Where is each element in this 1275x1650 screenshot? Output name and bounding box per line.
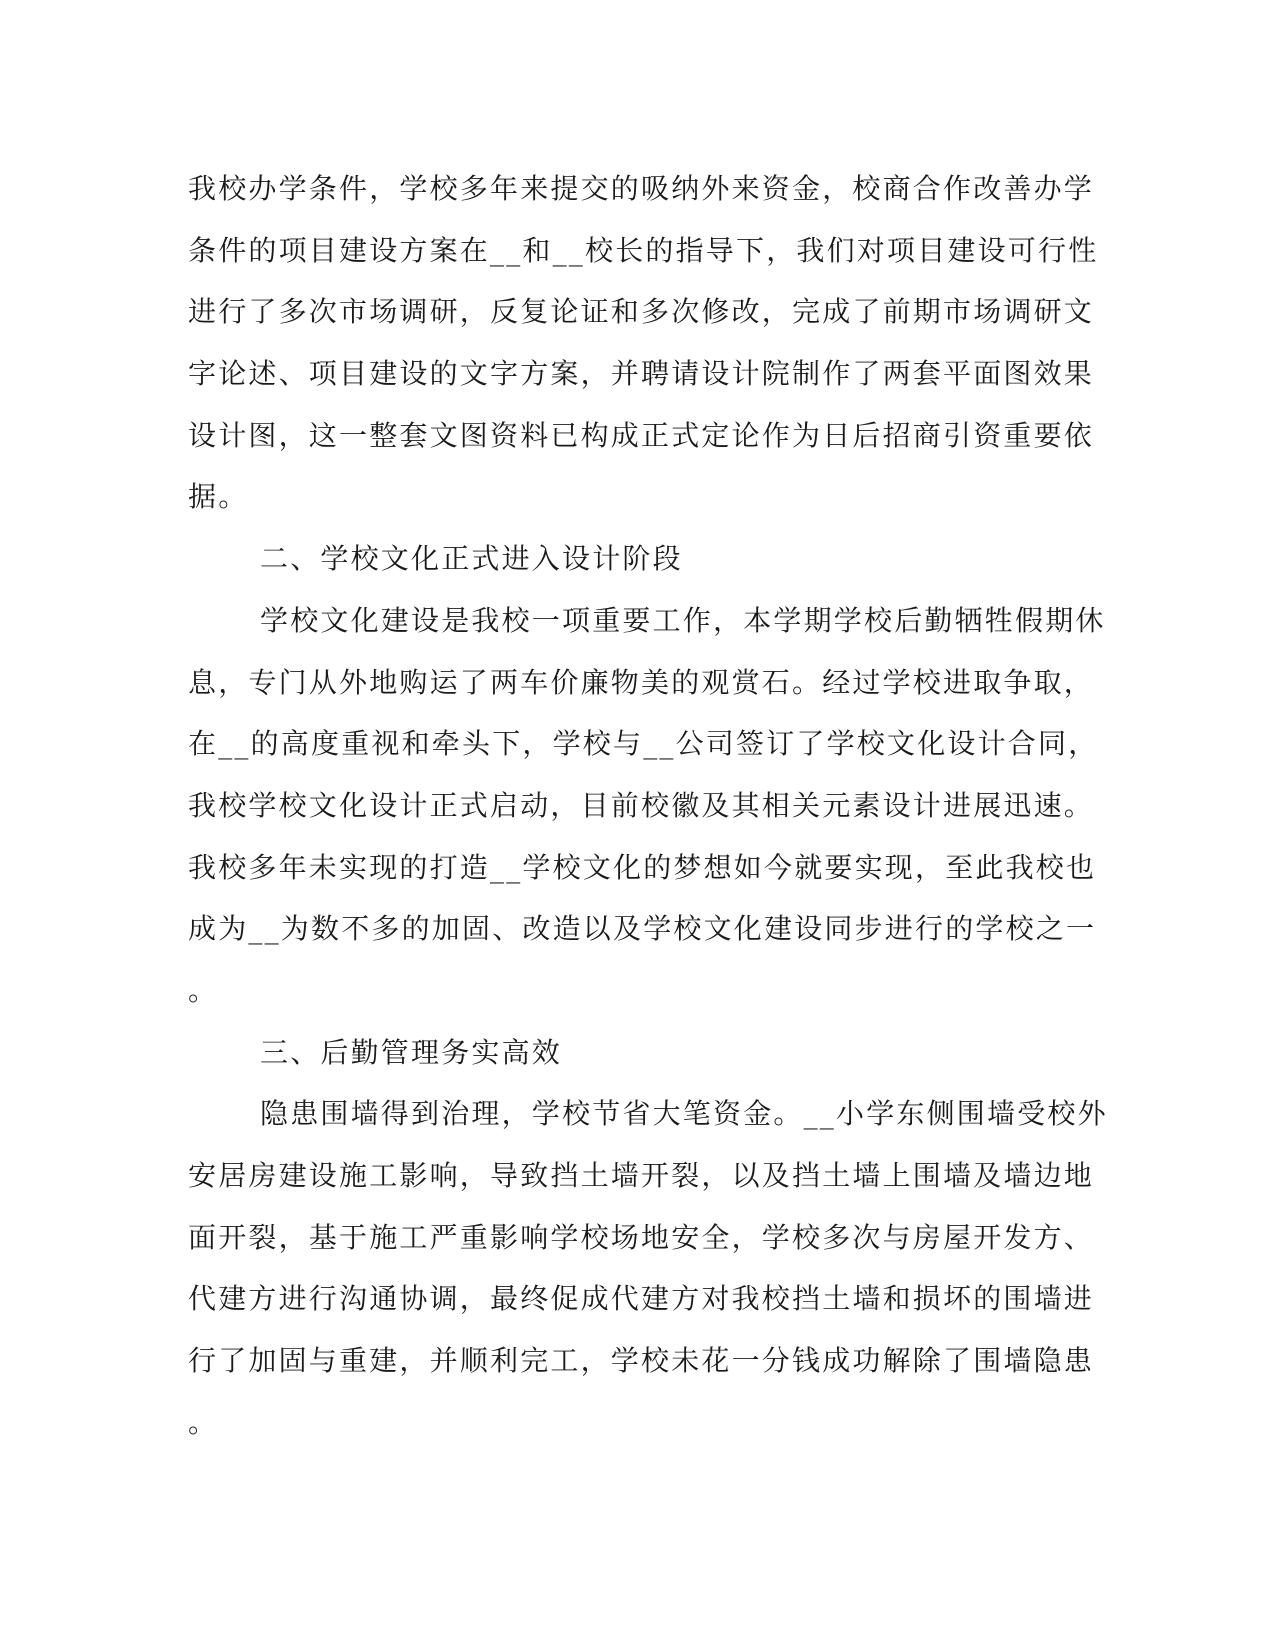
text-line: 。 [188,1405,219,1439]
text-line: 设计图，这一整套文图资料已构成正式定论作为日后招商引资重要依 [188,418,1095,452]
text-line: 字论述、项目建设的文字方案，并聘请设计院制作了两套平面图效果 [188,357,1095,391]
text-line: 我校多年未实现的打造__学校文化的梦想如今就要实现，至此我校也 [188,850,1097,884]
text-line: 代建方进行沟通协调，最终促成代建方对我校挡土墙和损坏的围墙进 [188,1282,1095,1316]
text-line: 。 [188,973,219,1007]
text-line: 进行了多次市场调研，反复论证和多次修改，完成了前期市场调研文 [188,295,1095,329]
text-line: 隐患围墙得到治理，学校节省大笔资金。__小学东侧围墙受校外 [260,1097,1108,1131]
text-line: 条件的项目建设方案在__和__校长的指导下，我们对项目建设可行性 [188,233,1099,267]
document-page [188,158,1108,1453]
section-heading: 二、学校文化正式进入设计阶段 [260,542,683,576]
text-line: 我校学校文化设计正式启动，目前校徽及其相关元素设计进展迅速。 [188,788,1095,822]
text-line: 据。 [188,480,249,514]
text-line: 面开裂，基于施工严重影响学校场地安全，学校多次与房屋开发方、 [188,1220,1095,1254]
text-line: 成为__为数不多的加固、改造以及学校文化建设同步进行的学校之一 [188,912,1097,946]
text-line: 学校文化建设是我校一项重要工作，本学期学校后勤牺牲假期休 [260,603,1106,637]
section-heading: 三、后勤管理务实高效 [260,1035,563,1069]
text-line: 安居房建设施工影响，导致挡土墙开裂，以及挡土墙上围墙及墙边地 [188,1159,1095,1192]
text-line: 息，专门从外地购运了两车价廉物美的观赏石。经过学校进取争取， [188,665,1095,699]
text-line: 在__的高度重视和牵头下，学校与__公司签订了学校文化设计合同， [188,727,1099,761]
text-line: 行了加固与重建，并顺利完工，学校未花一分钱成功解除了围墙隐患 [188,1344,1095,1378]
text-line: 我校办学条件，学校多年来提交的吸纳外来资金，校商合作改善办学 [188,172,1095,205]
